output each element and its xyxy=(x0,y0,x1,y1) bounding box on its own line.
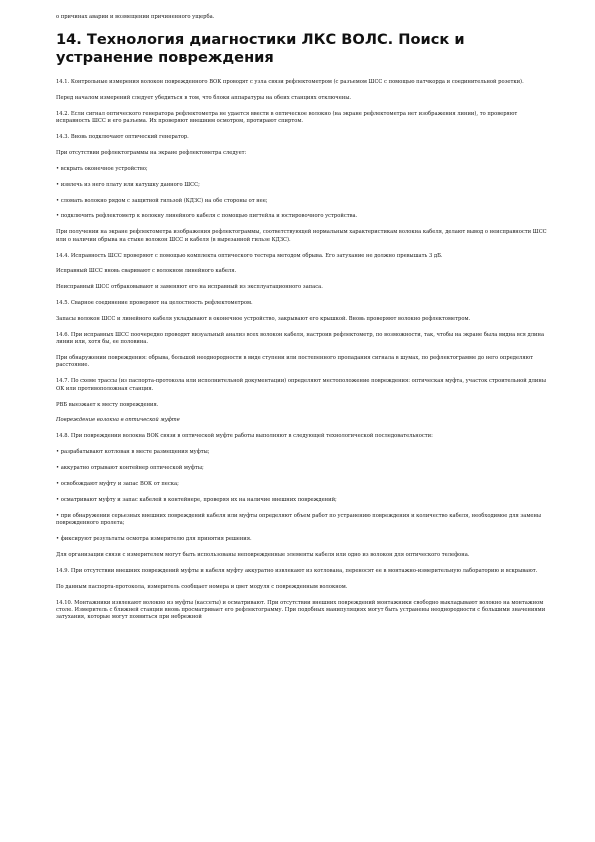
section-title: 14. Технология диагностики ЛКС ВОЛС. Поиск и устранение повреждения xyxy=(56,31,465,66)
paragraph: 14.7. По схеме трассы (из паспорта-протокола или исполнительной документации) определяют местоположение повреждения: оптическая муфта, участок строительной длины ОК или противоположная станция. xyxy=(56,378,546,392)
paragraph: 14.4. Исправность ШСС проверяют с помощью комплекта оптического тестера методом обрыва. Его затухание не должно превышать 3 дБ. xyxy=(56,252,443,259)
paragraph: • осматривают муфту и запас кабелей в контейнере, проверяя их на наличие внешних повреждений; xyxy=(56,496,337,503)
body-text xyxy=(56,79,551,621)
paragraph: • аккуратно отрывают контейнер оптической муфты; xyxy=(56,465,204,472)
paragraph: 14.10. Монтажники извлекают волокно из муфты (кассеты) и осматривают. При отсутствии внешних повреждений монтажники свободно выкладывают волокно на монтажном столе. Измеритель с ближней станции вновь просматривает его рефлектограмму. При подобных манипуляциях могут быть устранены неоднородности с большими значениями затухания, которые могут появиться при небрежной xyxy=(56,599,546,621)
paragraph: • подключить рефлектометр к волокну линейного кабеля с помощью пигтейла и юстировочного устройства. xyxy=(56,213,358,220)
paragraph: • при обнаружении серьезных внешних повреждений кабеля или муфты определяют объем работ по устранению повреждения и количество кабеля, необходимое для замены поврежденного пролета; xyxy=(56,512,542,527)
paragraph: 14.1. Контрольные измерения волокон поврежденного ВОК проводят с узла связи рефлектометром (с разъемом ШСС с помощью патчкорда и соединительной розетки). xyxy=(56,79,524,85)
paragraph: 14.3. Вновь подключают оптический генератор. xyxy=(56,133,189,140)
paragraph: 14.8. При повреждении волокна ВОК связи в оптической муфте работы выполняют в следующей технологической последовательности: xyxy=(56,433,433,440)
paragraph: При отсутствии рефлектограммы на экране рефлектометра следует: xyxy=(56,149,247,156)
paragraph: 14.5. Сварное соединение проверяют на целостность рефлектометром. xyxy=(56,300,253,307)
paragraph: • вскрыть оконечное устройство; xyxy=(56,165,148,172)
paragraph: • сломать волокно рядом с защитной гильзой (КДЗС) на обе стороны от нее; xyxy=(56,197,268,204)
paragraph: • разрабатывают котлован в месте размещения муфты; xyxy=(56,449,210,456)
subheading: Повреждение волокна в оптической муфте xyxy=(56,417,180,424)
paragraph: 14.9. При отсутствии внешних повреждений муфты и кабеля муфту аккуратно извлекают из котлована, переносят ее в монтажно-измерительную лабораторию и вскрывают. xyxy=(56,567,538,574)
paragraph: • извлечь из него плату или катушку данного ШСС; xyxy=(56,181,200,188)
paragraph: Исправный ШСС вновь сваривают с волокном линейного кабеля. xyxy=(56,268,237,275)
paragraph: По данным паспорта-протокола, измеритель сообщает номера и цвет модуля с поврежденным волокном. xyxy=(56,583,348,590)
paragraph: РВБ выезжает к месту повреждения. xyxy=(56,401,159,408)
paragraph: Перед началом измерений следует убедиться в том, что блоки аппаратуры на обеих станциях отключены. xyxy=(56,94,352,101)
paragraph: 14.2. Если сигнал оптического генератора рефлектометра не удается ввести в оптическое волокно (на экране рефлектометра нет изображения линии), то проверяют исправность ШСС и его разъема. Их проверяют внешним осмотром, протирают спиртом. xyxy=(56,110,518,125)
paragraph: 14.6. При исправных ШСС поочередно проводят визуальный анализ всех волокон кабеля, настроив рефлектометр, по возможности, так, чтобы на экране была видна вся длина линии или, хотя бы, ее половина. xyxy=(56,331,545,346)
paragraph: При обнаружении повреждения: обрыва, большой неоднородности в виде ступени или постепенного пропадания сигнала в шумах, по рефлектограмме до него определяют расстояние. xyxy=(56,355,533,369)
paragraph: • освобождают муфту и запас ВОК от песка; xyxy=(56,480,179,487)
paragraph: Неисправный ШСС отбраковывают и заменяют его на исправный из эксплуатационного запаса. xyxy=(56,284,323,291)
continued-text: о причинах аварии и возмещении причиненного ущерба. xyxy=(56,14,215,20)
paragraph: Для организации связи с измерителем могут быть использованы неповрежденные элементы кабеля или одно из волокон для оптического телефона. xyxy=(56,551,470,558)
paragraph: • фиксируют результаты осмотра измерителю для принятия решения. xyxy=(56,535,252,542)
paragraph: Запасы волокон ШСС и линейного кабеля укладывают в оконечное устройство, закрывают его крышкой. Вновь проверяют волокно рефлектометром. xyxy=(56,316,471,323)
paragraph: При получении на экране рефлектометра изображения рефлектограммы, соответствующей нормальным характеристикам волокна кабеля, делают вывод о неисправности ШСС или о наличии обрыва на стыке волокон ШСС и кабеля (в вырезанной гильзе КДЗС). xyxy=(56,229,547,243)
